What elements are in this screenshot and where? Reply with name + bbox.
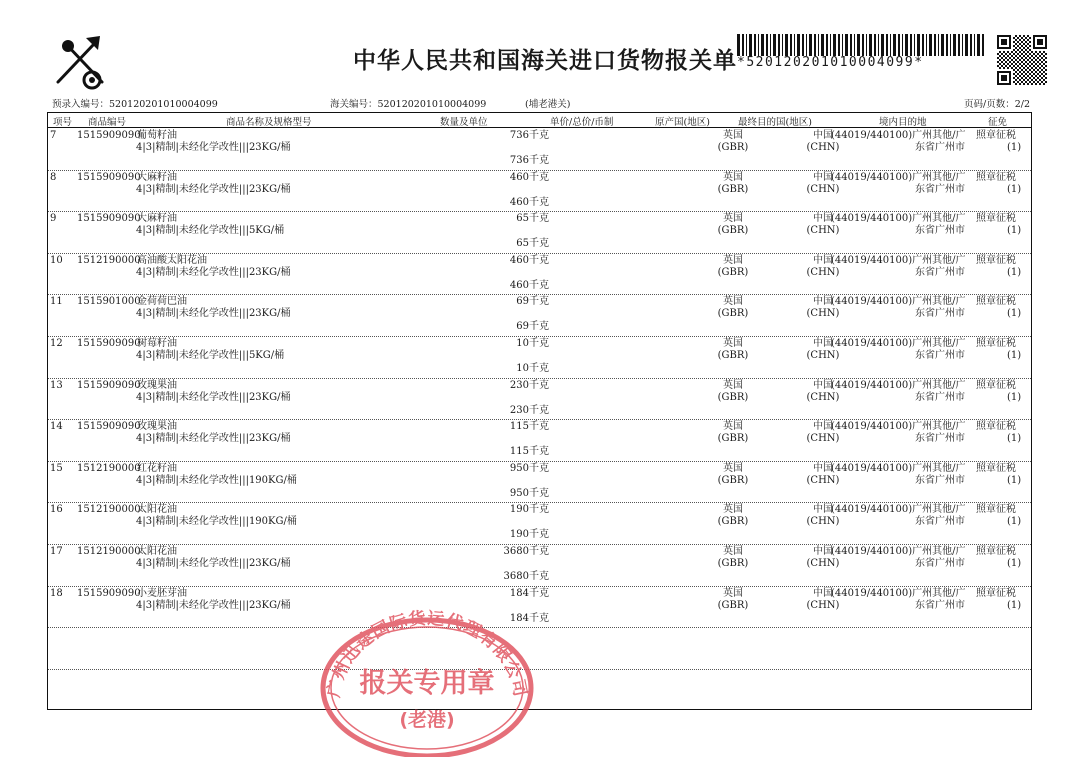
quantity: 460千克 [509, 254, 549, 266]
barcode-text: *520120201010004099* [737, 55, 924, 70]
origin-code: (GBR) [717, 474, 749, 486]
col-price: 单价/总价/币制 [550, 117, 614, 128]
domestic-dest-2: 东省广州市 [915, 308, 965, 320]
col-origin: 原产国(地区) [655, 117, 710, 128]
origin-name: 英国 [723, 379, 743, 391]
quantity-2: 230千克 [509, 404, 549, 416]
origin-name: 英国 [723, 421, 743, 433]
col-destination: 最终目的国(地区) [738, 117, 812, 128]
dest-code: (CHN) [806, 558, 840, 569]
domestic-dest-1: (44019/440100)广州其他/广 [831, 379, 966, 391]
dest-name: 中国 [813, 462, 833, 474]
dest-code: (CHN) [806, 474, 840, 486]
svg-text:报关专用章: 报关专用章 [359, 668, 495, 699]
origin-name: 英国 [723, 213, 743, 225]
item-no: 9 [50, 213, 57, 225]
item-no: 12 [50, 338, 63, 349]
quantity: 190千克 [509, 504, 549, 516]
levy-code: (1) [1007, 599, 1022, 611]
levy: 照章征税 [976, 379, 1016, 391]
levy: 照章征税 [976, 213, 1016, 225]
dest-name: 中国 [813, 171, 833, 183]
form-title: 中华人民共和国海关进口货物报关单 [353, 48, 737, 74]
dest-code: (CHN) [806, 391, 840, 403]
dest-code: (CHN) [806, 183, 840, 195]
commodity-code: 1512190000 [77, 504, 141, 516]
origin-name: 英国 [723, 296, 743, 308]
col-levy: 征免 [988, 117, 1008, 128]
levy: 照章征税 [976, 338, 1016, 349]
table-row [48, 378, 1031, 421]
commodity-name: 小麦胚芽油 [137, 587, 187, 599]
svg-text:广州迅途国际货运代理有限公司: 广州迅途国际货运代理有限公司 [323, 608, 531, 700]
table-row [48, 419, 1031, 462]
dest-name: 中国 [813, 379, 833, 391]
quantity: 230千克 [509, 379, 549, 391]
dest-name: 中国 [813, 421, 833, 433]
quantity-2: 460千克 [509, 196, 549, 208]
commodity-code: 1515909090 [77, 379, 141, 391]
quantity: 69千克 [516, 296, 549, 308]
quantity: 3680千克 [503, 546, 549, 557]
origin-name: 英国 [723, 338, 743, 349]
levy: 照章征税 [976, 296, 1016, 308]
item-no: 18 [50, 587, 63, 599]
origin-name: 英国 [723, 504, 743, 516]
col-qty-unit: 数量及单位 [440, 117, 488, 128]
table-header [48, 113, 1031, 128]
dest-code: (CHN) [806, 308, 840, 320]
levy-code: (1) [1007, 266, 1022, 278]
commodity-code: 1515909090 [77, 213, 141, 225]
commodity-name: 高油酸太阳花油 [137, 254, 207, 266]
dest-code: (CHN) [806, 266, 840, 278]
commodity-code: 1515909090 [77, 130, 141, 141]
commodity-name: 金荷荷巴油 [137, 296, 187, 308]
spec: 4|3|精制|未经化学改性|||23KG/桶 [136, 308, 291, 320]
item-no: 10 [50, 254, 63, 266]
domestic-dest-1: (44019/440100)广州其他/广 [831, 462, 966, 474]
origin-name: 英国 [723, 171, 743, 183]
quantity: 10千克 [516, 338, 549, 349]
pre-entry-number: 预录入编号：520120201010004099 [52, 99, 218, 110]
origin-code: (GBR) [717, 183, 749, 195]
spec: 4|3|精制|未经化学改性|||23KG/桶 [136, 391, 291, 403]
table-row [48, 294, 1031, 337]
domestic-dest-1: (44019/440100)广州其他/广 [831, 171, 966, 183]
levy-code: (1) [1007, 183, 1022, 195]
levy-code: (1) [1007, 558, 1022, 569]
dest-code: (CHN) [806, 142, 840, 153]
dest-name: 中国 [813, 254, 833, 266]
commodity-code: 1515901000 [77, 296, 141, 308]
qr-code [997, 35, 1047, 85]
dest-code: (CHN) [806, 599, 840, 611]
port-name: (埔老港关) [525, 99, 571, 110]
domestic-dest-1: (44019/440100)广州其他/广 [831, 587, 966, 599]
commodity-name: 玫瑰果油 [137, 421, 177, 433]
levy-code: (1) [1007, 433, 1022, 445]
spec: 4|3|精制|未经化学改性|||23KG/桶 [136, 142, 291, 153]
origin-name: 英国 [723, 130, 743, 141]
spec: 4|3|精制|未经化学改性|||23KG/桶 [136, 599, 291, 611]
domestic-dest-2: 东省广州市 [915, 350, 965, 361]
commodity-code: 1515909090 [77, 587, 141, 599]
domestic-dest-1: (44019/440100)广州其他/广 [831, 296, 966, 308]
origin-code: (GBR) [717, 558, 749, 569]
spec: 4|3|精制|未经化学改性|||23KG/桶 [136, 433, 291, 445]
page-indicator: 页码/页数：2/2 [964, 99, 1030, 110]
spec: 4|3|精制|未经化学改性|||23KG/桶 [136, 558, 291, 569]
item-no: 15 [50, 462, 63, 474]
table-row [48, 544, 1031, 587]
domestic-dest-2: 东省广州市 [915, 474, 965, 486]
origin-code: (GBR) [717, 308, 749, 320]
dest-name: 中国 [813, 130, 833, 141]
quantity-2: 190千克 [509, 529, 549, 541]
table-row [48, 128, 1031, 171]
commodity-name: 红花籽油 [137, 462, 177, 474]
domestic-dest-2: 东省广州市 [915, 516, 965, 528]
item-no: 14 [50, 421, 63, 433]
item-no: 13 [50, 379, 63, 391]
dest-name: 中国 [813, 546, 833, 557]
domestic-dest-2: 东省广州市 [915, 391, 965, 403]
levy: 照章征税 [976, 546, 1016, 557]
domestic-dest-1: (44019/440100)广州其他/广 [831, 504, 966, 516]
levy-code: (1) [1007, 225, 1022, 237]
domestic-dest-1: (44019/440100)广州其他/广 [831, 546, 966, 557]
levy-code: (1) [1007, 474, 1022, 486]
commodity-code: 1515909090 [77, 421, 141, 433]
commodity-name: 大麻籽油 [137, 213, 177, 225]
commodity-name: 葡萄籽油 [137, 130, 177, 141]
quantity: 736千克 [509, 130, 549, 141]
domestic-dest-2: 东省广州市 [915, 225, 965, 237]
origin-name: 英国 [723, 254, 743, 266]
origin-code: (GBR) [717, 433, 749, 445]
table-row [48, 170, 1031, 213]
spec: 4|3|精制|未经化学改性|||23KG/桶 [136, 183, 291, 195]
levy: 照章征税 [976, 130, 1016, 141]
domestic-dest-2: 东省广州市 [915, 599, 965, 611]
col-name-spec: 商品名称及规格型号 [226, 117, 312, 128]
domestic-dest-1: (44019/440100)广州其他/广 [831, 338, 966, 349]
quantity: 950千克 [509, 462, 549, 474]
quantity-2: 115千克 [509, 446, 549, 458]
spec: 4|3|精制|未经化学改性|||5KG/桶 [136, 225, 285, 237]
domestic-dest-2: 东省广州市 [915, 183, 965, 195]
origin-code: (GBR) [717, 391, 749, 403]
domestic-dest-1: (44019/440100)广州其他/广 [831, 254, 966, 266]
domestic-dest-2: 东省广州市 [915, 433, 965, 445]
dest-name: 中国 [813, 213, 833, 225]
levy: 照章征税 [976, 462, 1016, 474]
dest-name: 中国 [813, 296, 833, 308]
commodity-name: 树莓籽油 [137, 338, 177, 349]
spec: 4|3|精制|未经化学改性|||5KG/桶 [136, 350, 285, 361]
dest-code: (CHN) [806, 350, 840, 361]
spec: 4|3|精制|未经化学改性|||23KG/桶 [136, 266, 291, 278]
levy-code: (1) [1007, 350, 1022, 361]
origin-code: (GBR) [717, 599, 749, 611]
levy-code: (1) [1007, 391, 1022, 403]
quantity-2: 69千克 [516, 321, 549, 333]
col-code: 商品编号 [88, 117, 127, 128]
origin-name: 英国 [723, 546, 743, 557]
dest-code: (CHN) [806, 516, 840, 528]
quantity: 65千克 [516, 213, 549, 225]
quantity-2: 184千克 [509, 612, 549, 624]
commodity-name: 太阳花油 [137, 546, 177, 557]
quantity-2: 10千克 [516, 363, 549, 374]
domestic-dest-2: 东省广州市 [915, 266, 965, 278]
domestic-dest-2: 东省广州市 [915, 558, 965, 569]
origin-code: (GBR) [717, 266, 749, 278]
quantity-2: 460千克 [509, 279, 549, 291]
spec: 4|3|精制|未经化学改性|||190KG/桶 [136, 474, 297, 486]
customs-number: 海关编号：520120201010004099 [330, 99, 487, 110]
item-no: 16 [50, 504, 63, 516]
quantity: 184千克 [509, 587, 549, 599]
domestic-dest-1: (44019/440100)广州其他/广 [831, 130, 966, 141]
dest-name: 中国 [813, 587, 833, 599]
col-domestic-dest: 境内目的地 [879, 117, 927, 128]
origin-name: 英国 [723, 462, 743, 474]
levy: 照章征税 [976, 587, 1016, 599]
item-no: 7 [50, 130, 57, 141]
domestic-dest-1: (44019/440100)广州其他/广 [831, 421, 966, 433]
levy: 照章征税 [976, 171, 1016, 183]
origin-code: (GBR) [717, 225, 749, 237]
levy-code: (1) [1007, 142, 1022, 153]
quantity-2: 65千克 [516, 238, 549, 250]
barcode [737, 34, 987, 56]
origin-code: (GBR) [717, 142, 749, 153]
levy-code: (1) [1007, 308, 1022, 320]
domestic-dest-2: 东省广州市 [915, 142, 965, 153]
commodity-code: 1512190000 [77, 254, 141, 266]
domestic-dest-1: (44019/440100)广州其他/广 [831, 213, 966, 225]
svg-text:(老港): (老港) [399, 709, 455, 731]
quantity-2: 950千克 [509, 487, 549, 499]
commodity-name: 大麻籽油 [137, 171, 177, 183]
dest-code: (CHN) [806, 225, 840, 237]
dest-name: 中国 [813, 338, 833, 349]
item-no: 17 [50, 546, 63, 557]
item-no: 8 [50, 171, 57, 183]
table-row [48, 461, 1031, 504]
dest-code: (CHN) [806, 433, 840, 445]
levy: 照章征税 [976, 254, 1016, 266]
origin-code: (GBR) [717, 516, 749, 528]
levy-code: (1) [1007, 516, 1022, 528]
levy: 照章征税 [976, 504, 1016, 516]
origin-code: (GBR) [717, 350, 749, 361]
spec: 4|3|精制|未经化学改性|||190KG/桶 [136, 516, 297, 528]
table-row [48, 336, 1031, 379]
col-item-no: 项号 [53, 117, 73, 128]
customs-declaration-seal [312, 592, 542, 757]
item-no: 11 [50, 296, 63, 308]
origin-name: 英国 [723, 587, 743, 599]
customs-emblem-icon [50, 32, 110, 92]
quantity-2: 736千克 [509, 155, 549, 166]
table-row [48, 502, 1031, 545]
commodity-name: 玫瑰果油 [137, 379, 177, 391]
commodity-code: 1515909090 [77, 338, 141, 349]
table-row [48, 211, 1031, 254]
commodity-code: 1515909090 [77, 171, 141, 183]
quantity: 115千克 [509, 421, 549, 433]
quantity: 460千克 [509, 171, 549, 183]
commodity-code: 1512190000 [77, 546, 141, 557]
levy: 照章征税 [976, 421, 1016, 433]
commodity-code: 1512190000 [77, 462, 141, 474]
table-row [48, 253, 1031, 296]
commodity-name: 太阳花油 [137, 504, 177, 516]
dest-name: 中国 [813, 504, 833, 516]
quantity-2: 3680千克 [503, 571, 549, 582]
